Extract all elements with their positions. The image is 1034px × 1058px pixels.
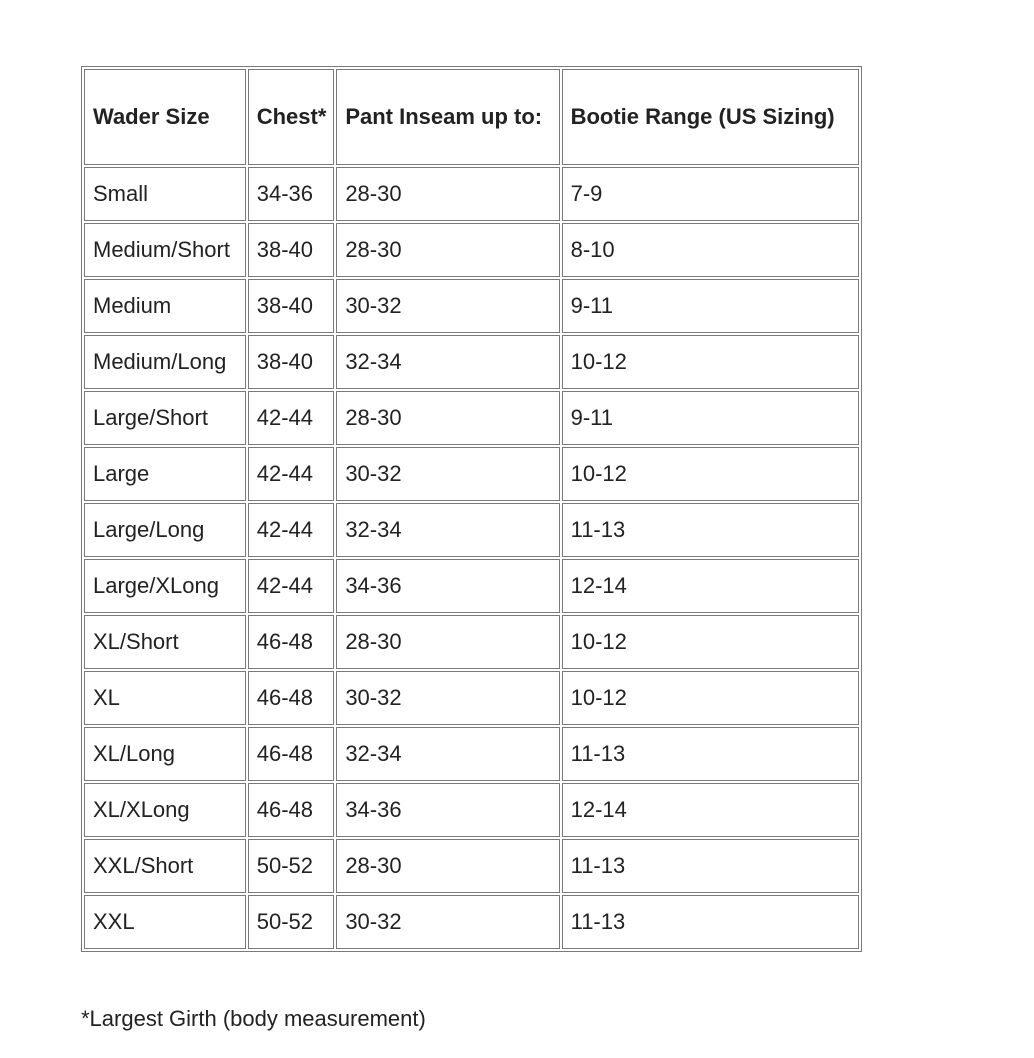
cell-wader-size: Medium [84, 279, 246, 333]
cell-wader-size: XL/Long [84, 727, 246, 781]
cell-bootie-range: 9-11 [562, 279, 859, 333]
cell-chest: 46-48 [248, 671, 335, 725]
cell-chest: 34-36 [248, 167, 335, 221]
cell-chest: 46-48 [248, 615, 335, 669]
header-bootie-range: Bootie Range (US Sizing) [562, 69, 859, 165]
table-row [84, 223, 859, 277]
cell-pant-inseam: 30-32 [336, 895, 559, 949]
cell-wader-size: XL [84, 671, 246, 725]
cell-chest: 42-44 [248, 391, 335, 445]
table-row [84, 335, 859, 389]
cell-chest: 46-48 [248, 783, 335, 837]
cell-pant-inseam: 30-32 [336, 279, 559, 333]
wader-size-table [81, 66, 862, 952]
cell-pant-inseam: 34-36 [336, 559, 559, 613]
cell-wader-size: XL/Short [84, 615, 246, 669]
cell-bootie-range: 10-12 [562, 335, 859, 389]
table-row [84, 895, 859, 949]
cell-pant-inseam: 32-34 [336, 727, 559, 781]
cell-bootie-range: 11-13 [562, 839, 859, 893]
cell-pant-inseam: 28-30 [336, 167, 559, 221]
cell-bootie-range: 9-11 [562, 391, 859, 445]
cell-pant-inseam: 28-30 [336, 615, 559, 669]
cell-chest: 38-40 [248, 223, 335, 277]
table-row [84, 167, 859, 221]
table-row [84, 783, 859, 837]
cell-pant-inseam: 30-32 [336, 447, 559, 501]
cell-bootie-range: 11-13 [562, 895, 859, 949]
cell-chest: 50-52 [248, 839, 335, 893]
footnote: *Largest Girth (body measurement) [81, 1006, 426, 1031]
cell-chest: 38-40 [248, 335, 335, 389]
cell-wader-size: Large [84, 447, 246, 501]
cell-bootie-range: 10-12 [562, 615, 859, 669]
header-chest: Chest* [248, 69, 335, 165]
cell-wader-size: XL/XLong [84, 783, 246, 837]
cell-wader-size: XXL/Short [84, 839, 246, 893]
cell-pant-inseam: 34-36 [336, 783, 559, 837]
table-row [84, 447, 859, 501]
header-pant-inseam: Pant Inseam up to: [336, 69, 559, 165]
header-row [84, 69, 859, 165]
table-row [84, 839, 859, 893]
cell-pant-inseam: 28-30 [336, 391, 559, 445]
cell-bootie-range: 7-9 [562, 167, 859, 221]
cell-wader-size: Large/Short [84, 391, 246, 445]
header-wader-size: Wader Size [84, 69, 246, 165]
table-row [84, 615, 859, 669]
table-header [84, 69, 859, 165]
cell-bootie-range: 12-14 [562, 559, 859, 613]
table-body [84, 167, 859, 949]
cell-bootie-range: 11-13 [562, 727, 859, 781]
cell-chest: 50-52 [248, 895, 335, 949]
cell-wader-size: Large/Long [84, 503, 246, 557]
cell-chest: 42-44 [248, 559, 335, 613]
cell-chest: 46-48 [248, 727, 335, 781]
cell-wader-size: Small [84, 167, 246, 221]
table-row [84, 671, 859, 725]
cell-bootie-range: 10-12 [562, 447, 859, 501]
cell-wader-size: Large/XLong [84, 559, 246, 613]
cell-pant-inseam: 30-32 [336, 671, 559, 725]
cell-wader-size: Medium/Short [84, 223, 246, 277]
cell-pant-inseam: 28-30 [336, 839, 559, 893]
cell-pant-inseam: 28-30 [336, 223, 559, 277]
cell-chest: 42-44 [248, 503, 335, 557]
cell-bootie-range: 8-10 [562, 223, 859, 277]
table-row [84, 391, 859, 445]
cell-bootie-range: 10-12 [562, 671, 859, 725]
table-row [84, 559, 859, 613]
cell-bootie-range: 12-14 [562, 783, 859, 837]
cell-wader-size: Medium/Long [84, 335, 246, 389]
table-row [84, 727, 859, 781]
cell-chest: 42-44 [248, 447, 335, 501]
cell-pant-inseam: 32-34 [336, 335, 559, 389]
table-row [84, 503, 859, 557]
cell-bootie-range: 11-13 [562, 503, 859, 557]
table-row [84, 279, 859, 333]
cell-chest: 38-40 [248, 279, 335, 333]
cell-pant-inseam: 32-34 [336, 503, 559, 557]
cell-wader-size: XXL [84, 895, 246, 949]
